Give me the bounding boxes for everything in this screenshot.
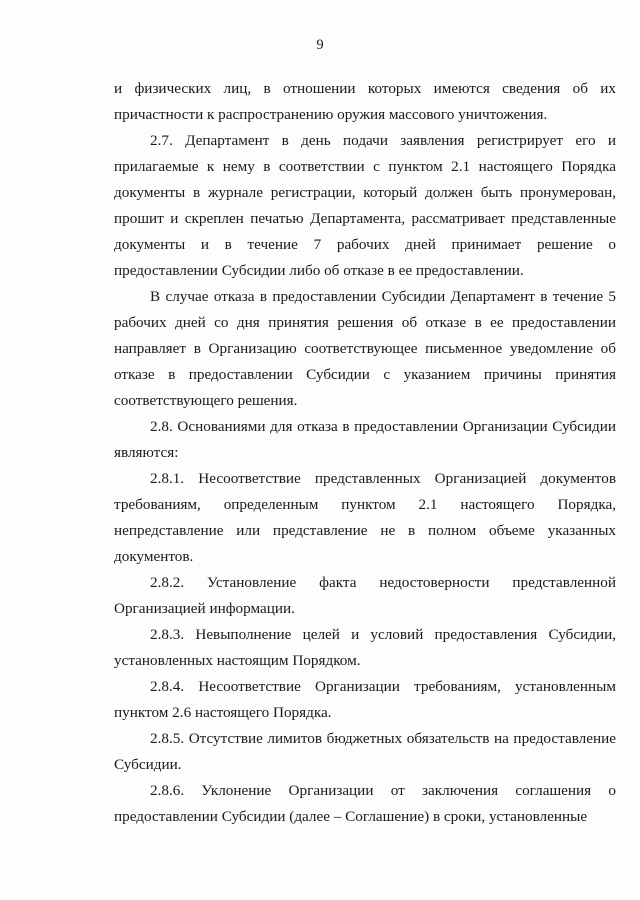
paragraph-2-8-3: 2.8.3. Невыполнение целей и условий предоставления Субсидии, установленных настоящим Порядком.: [114, 626, 616, 669]
document-body: [114, 76, 616, 830]
paragraph-2-8-2: 2.8.2. Установление факта недостоверности представленной Организацией информации.: [114, 574, 616, 617]
paragraph-2-7: 2.7. Департамент в день подачи заявления регистрирует его и прилагаемые к нему в соответствии с пунктом 2.1 настоящего Порядка документы в журнале регистрации, который должен быть пронумерован, прошит и скреплен печатью Департамента, рассматривает представленные документы и в течение 7 рабочих дней принимает решение о предоставлении Субсидии либо об отказе в ее предоставлении.: [114, 132, 616, 279]
page-number: 9: [316, 37, 324, 53]
paragraph-refusal-notice: В случае отказа в предоставлении Субсидии Департамент в течение 5 рабочих дней со дня принятия решения об отказе в ее предоставлении направляет в Организацию соответствующее письменное уведомление об отказе в предоставлении Субсидии с указанием причины принятия соответствующего решения.: [114, 288, 616, 409]
paragraph-2-8: 2.8. Основаниями для отказа в предоставлении Организации Субсидии являются:: [114, 418, 616, 461]
paragraph-2-8-6: 2.8.6. Уклонение Организации от заключения соглашения о предоставлении Субсидии (далее – Соглашение) в сроки, установленные: [114, 782, 616, 825]
paragraph-continuation: и физических лиц, в отношении которых имеются сведения об их причастности к распространению оружия массового уничтожения.: [114, 80, 616, 123]
paragraph-2-8-1: 2.8.1. Несоответствие представленных Организацией документов требованиям, определенным пунктом 2.1 настоящего Порядка, непредставление или представление не в полном объеме указанных документов.: [114, 470, 616, 565]
paragraph-2-8-4: 2.8.4. Несоответствие Организации требованиям, установленным пунктом 2.6 настоящего Порядка.: [114, 678, 616, 721]
paragraph-2-8-5: 2.8.5. Отсутствие лимитов бюджетных обязательств на предоставление Субсидии.: [114, 730, 616, 773]
